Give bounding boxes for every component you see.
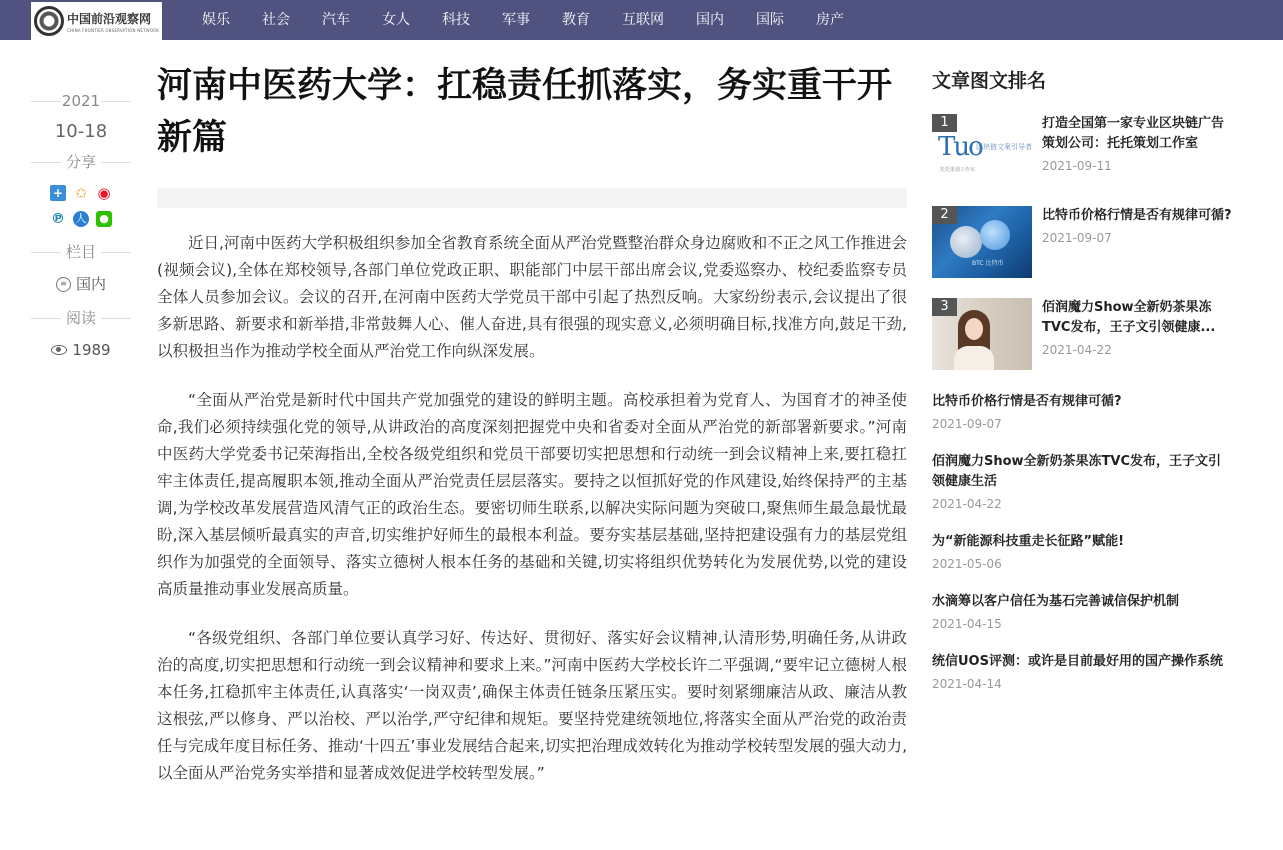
article-paragraph: 近日,河南中医药大学积极组织参加全省教育系统全面从严治党暨整治群众身边腐败和不正之风工作推进会(视频会议),全体在郑校领导,各部门单位党政正职、职能部门中层干部出席会议,党委巡察办、校纪委监察专员全体人员参加会议。会议的召开,在河南中医药大学党员干部中引起了热烈反响。大家纷纷表示,会议提出了很多新思路、新要求和新举措,非常鼓舞人心、催人奋进,具有很强的现实意义,必须明确目标,找准方向,鼓足干劲,以积极担当作为推动学校全面从严治党工作向纵深发展。 — [157, 234, 907, 360]
article-paragraph: “各级党组织、各部门单位要认真学习好、传达好、贯彻好、落实好会议精神,认清形势,明确任务,从讲政治的高度,切实把思想和行动统一到会议精神和要求上来。”河南中医药大学校长许二平强调,“要牢记立德树人根本任务,扛稳抓牢主体责任,认真落实‘一岗双责’,确保主体责任链条压紧压实。要时刻紧绷廉洁从政、廉洁从教这根弦,严以修身、严以治校、严以治学,严守纪律和规矩。要坚持党建统领地位,将落实全面从严治党的政治责任与完成年度目标任务、推动‘十四五’事业发展结合起来,切实把治理成效转化为推动学校转型发展的强大动力,以全面从严治党务实举措和显著成效促进学校转型发展。” — [157, 629, 907, 782]
nav-item-qiche[interactable]: 汽车 — [322, 12, 350, 28]
pinterest-icon[interactable]: ℗ — [51, 211, 65, 227]
summary-bar — [157, 188, 907, 208]
list-item — [932, 532, 1232, 572]
read-count: 1989 — [72, 341, 111, 359]
article — [157, 60, 907, 787]
rank-title[interactable]: 打造全国第一家专业区块链广告策划公司：托托策划工作室 — [1042, 116, 1225, 151]
renren-icon[interactable]: 人 — [73, 211, 89, 227]
list-item-date: 2021-04-14 — [932, 677, 1002, 691]
nav-item-keji[interactable]: 科技 — [442, 12, 470, 28]
rank-number-badge: 1 — [932, 114, 957, 132]
list-item-date: 2021-05-06 — [932, 557, 1002, 571]
thumb-caption: BTC 比特币 — [972, 260, 1004, 267]
top-navbar — [0, 0, 1283, 40]
person-photo — [954, 306, 994, 370]
rank-text — [1042, 114, 1232, 174]
rank-title[interactable]: 比特币价格行情是否有规律可循? — [1042, 208, 1232, 223]
category-label: 栏目 — [31, 241, 131, 263]
publish-year: 2021 — [31, 90, 131, 112]
list-item — [932, 392, 1232, 432]
nav-item-nvren[interactable]: 女人 — [382, 12, 410, 28]
read-label: 阅读 — [31, 307, 131, 329]
nav-menu — [186, 0, 860, 40]
rank-thumbnail[interactable] — [932, 114, 1032, 186]
category-name: 国内 — [75, 275, 106, 293]
logo-english-name: CHINA FRONTIER OBSERVATION NETWORK — [67, 27, 160, 33]
nav-item-jiaoyu[interactable]: 教育 — [562, 12, 590, 28]
nav-item-yule[interactable]: 娱乐 — [202, 12, 230, 28]
rank-date: 2021-09-11 — [1042, 159, 1112, 173]
list-item — [932, 592, 1232, 632]
rank-text — [1042, 298, 1232, 358]
rank-item-1[interactable] — [932, 114, 1232, 190]
nav-item-hulianwang[interactable]: 互联网 — [622, 12, 664, 28]
nav-item-guoji[interactable]: 国际 — [756, 12, 784, 28]
rank-title[interactable]: 佰润魔力Show全新奶茶果冻TVC发布，王子文引领健康... — [1042, 300, 1216, 335]
list-item-title[interactable]: 为“新能源科技重走长征路”赋能! — [932, 534, 1125, 549]
share-row-1 — [31, 185, 131, 201]
list-item-title[interactable]: 统信UOS评测：或许是目前最好用的国产操作系统 — [932, 654, 1223, 669]
nav-item-guonei[interactable]: 国内 — [696, 12, 724, 28]
thumb-subcaption: 托托策划工作室 — [940, 167, 976, 173]
list-item-title[interactable]: 佰润魔力Show全新奶茶果冻TVC发布，王子文引领健康生活 — [932, 454, 1222, 489]
logo-emblem-icon — [34, 6, 64, 36]
list-icon: ≡ — [56, 277, 71, 292]
sidebar-ranking — [932, 64, 1232, 692]
rank-number-badge: 2 — [932, 206, 957, 224]
plus-share-icon[interactable]: + — [50, 185, 66, 201]
rank-thumbnail[interactable] — [932, 206, 1032, 278]
rank-item-2[interactable] — [932, 206, 1232, 282]
list-item-date: 2021-09-07 — [932, 417, 1002, 431]
rank-number-badge: 3 — [932, 298, 957, 316]
category-link[interactable] — [31, 273, 131, 295]
logo-text — [67, 10, 159, 33]
publish-date: 10-18 — [54, 121, 108, 142]
nav-item-fangchan[interactable]: 房产 — [816, 12, 844, 28]
sidebar-title: 文章图文排名 — [932, 70, 1047, 92]
thumb-caption: 区块链文案引导者 — [976, 143, 1032, 151]
list-item — [932, 452, 1232, 512]
share-row-2 — [31, 211, 131, 227]
logo-name: 中国前沿观察网 — [67, 11, 152, 26]
list-item-title[interactable]: 水滴筹以客户信任为基石完善诚信保护机制 — [932, 594, 1180, 609]
coin-icon — [980, 220, 1010, 250]
share-label: 分享 — [31, 151, 131, 173]
nav-item-junshi[interactable]: 军事 — [502, 12, 530, 28]
site-logo[interactable] — [31, 2, 162, 40]
rank-thumbnail[interactable] — [932, 298, 1032, 370]
thumb-logo-text: Tuo — [938, 132, 982, 162]
list-item — [932, 652, 1232, 692]
rank-date: 2021-09-07 — [1042, 231, 1112, 245]
nav-item-shehui[interactable]: 社会 — [262, 12, 290, 28]
article-meta — [31, 90, 131, 361]
wechat-icon[interactable]: ● — [96, 211, 112, 227]
rank-text — [1042, 206, 1232, 246]
article-title: 河南中医药大学：扛稳责任抓落实，务实重干开新篇 — [157, 66, 893, 158]
eye-icon — [51, 345, 67, 355]
rank-date: 2021-04-22 — [1042, 343, 1112, 357]
list-item-date: 2021-04-15 — [932, 617, 1002, 631]
rank-item-3[interactable] — [932, 298, 1232, 374]
list-item-title[interactable]: 比特币价格行情是否有规律可循? — [932, 394, 1122, 409]
read-count-row — [31, 339, 131, 361]
article-paragraph: “全面从严治党是新时代中国共产党加强党的建设的鲜明主题。高校承担着为党育人、为国育才的神圣使命,我们必须持续强化党的领导,从讲政治的高度深刻把握党中央和省委对全面从严治党的新部署新要求。”河南中医药大学党委书记荣海指出,全校各级党组织和党员干部要切实把思想和行动统一到会议精神上来,要扛稳扛牢主体责任,提高履职本领,推动全面从严治党责任层层落实。要持之以恒抓好党的作风建设,始终保持严的主基调,为学校改革发展营造风清气正的政治生态。要密切师生联系,以解决实际问题为突破口,聚焦师生最急最忧最盼,深入基层倾听最真实的声音,切实维护好师生的最根本利益。要夯实基层基础,坚持把建设强有力的基层党组织作为加强党的全面领导、落实立德树人根本任务的基础和关键,切实将组织优势转化为发展优势,以党的建设高质量推动事业发展高质量。 — [157, 391, 907, 598]
coin-icon — [950, 226, 982, 258]
star-share-icon[interactable]: ✩ — [74, 184, 88, 202]
list-item-date: 2021-04-22 — [932, 497, 1002, 511]
weibo-icon[interactable]: ◉ — [97, 184, 111, 202]
